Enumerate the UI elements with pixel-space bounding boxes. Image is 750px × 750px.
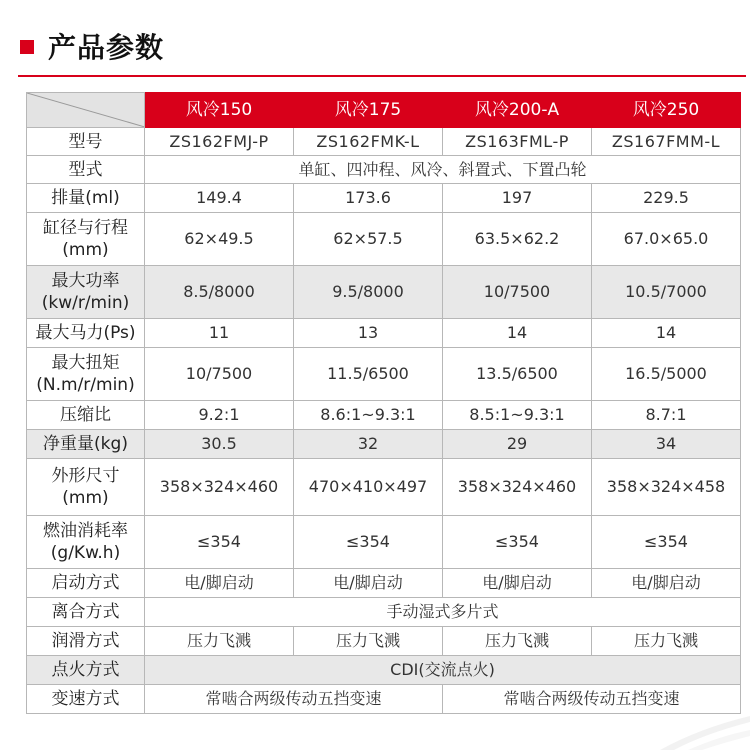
table-cell: 16.5/5000 (592, 348, 741, 401)
table-row (27, 685, 741, 714)
table-cell: ZS162FMJ-P (145, 128, 294, 156)
table-row (27, 128, 741, 156)
column-header: 风冷150 (145, 93, 294, 128)
row-label: 压缩比 (27, 401, 145, 430)
table-row (27, 598, 741, 627)
corner-swoosh-decoration (640, 710, 750, 750)
table-cell: 11 (145, 319, 294, 348)
row-label: 点火方式 (27, 656, 145, 685)
table-cell-merged: CDI(交流点火) (145, 656, 741, 685)
table-cell: ZS162FMK-L (294, 128, 443, 156)
row-label: 最大功率(kw/r/min) (27, 266, 145, 319)
table-cell: 电/脚启动 (443, 569, 592, 598)
table-cell: 压力飞溅 (592, 627, 741, 656)
table-cell: 13 (294, 319, 443, 348)
row-label: 净重量(kg) (27, 430, 145, 459)
title-marker (20, 40, 34, 54)
row-label: 最大扭矩(N.m/r/min) (27, 348, 145, 401)
row-label: 变速方式 (27, 685, 145, 714)
row-label: 外形尺寸(mm) (27, 459, 145, 516)
table-cell: 32 (294, 430, 443, 459)
table-cell: 67.0×65.0 (592, 213, 741, 266)
table-cell: 电/脚启动 (592, 569, 741, 598)
table-row (27, 516, 741, 569)
table-cell: 197 (443, 184, 592, 213)
table-cell-merged: 常啮合两级传动五挡变速 (145, 685, 443, 714)
table-cell: ≤354 (592, 516, 741, 569)
table-cell: 149.4 (145, 184, 294, 213)
table-cell: 电/脚启动 (294, 569, 443, 598)
row-label: 离合方式 (27, 598, 145, 627)
row-label: 缸径与行程(mm) (27, 213, 145, 266)
table-cell: 8.6:1~9.3:1 (294, 401, 443, 430)
table-cell: 9.2:1 (145, 401, 294, 430)
column-header: 风冷200-A (443, 93, 592, 128)
table-cell: 14 (592, 319, 741, 348)
table-header-row (27, 93, 741, 128)
table-cell: 压力飞溅 (443, 627, 592, 656)
row-label: 最大马力(Ps) (27, 319, 145, 348)
diagonal-divider (27, 93, 145, 127)
corner-cell (27, 93, 145, 128)
table-cell: 14 (443, 319, 592, 348)
table-cell: 62×49.5 (145, 213, 294, 266)
table-row (27, 430, 741, 459)
table-cell: 229.5 (592, 184, 741, 213)
table-cell: ZS163FML-P (443, 128, 592, 156)
table-row (27, 266, 741, 319)
table-cell: 30.5 (145, 430, 294, 459)
table-row (27, 656, 741, 685)
table-row (27, 184, 741, 213)
table-cell: 10/7500 (145, 348, 294, 401)
table-cell: 13.5/6500 (443, 348, 592, 401)
table-cell: 62×57.5 (294, 213, 443, 266)
table-cell: 173.6 (294, 184, 443, 213)
row-label: 型号 (27, 128, 145, 156)
table-row (27, 156, 741, 184)
table-cell: ≤354 (443, 516, 592, 569)
table-cell-merged: 单缸、四冲程、风冷、斜置式、下置凸轮 (145, 156, 741, 184)
table-cell: 63.5×62.2 (443, 213, 592, 266)
table-cell: 29 (443, 430, 592, 459)
table-cell: 10/7500 (443, 266, 592, 319)
column-header: 风冷175 (294, 93, 443, 128)
table-cell: ZS167FMM-L (592, 128, 741, 156)
row-label: 燃油消耗率(g/Kw.h) (27, 516, 145, 569)
table-row (27, 627, 741, 656)
table-row (27, 319, 741, 348)
table-cell: 压力飞溅 (294, 627, 443, 656)
table-cell: 358×324×460 (145, 459, 294, 516)
table-cell: 10.5/7000 (592, 266, 741, 319)
table-cell: 9.5/8000 (294, 266, 443, 319)
title-divider (18, 75, 746, 77)
section-header (0, 0, 750, 80)
column-header: 风冷250 (592, 93, 741, 128)
table-cell: 358×324×458 (592, 459, 741, 516)
table-cell: ≤354 (145, 516, 294, 569)
table-cell-merged: 常啮合两级传动五挡变速 (443, 685, 741, 714)
table-cell: 8.5/8000 (145, 266, 294, 319)
table-cell: 358×324×460 (443, 459, 592, 516)
table-row (27, 348, 741, 401)
table-cell: ≤354 (294, 516, 443, 569)
table-cell: 8.7:1 (592, 401, 741, 430)
table-row (27, 401, 741, 430)
page-title: 产品参数 (48, 31, 165, 64)
spec-table (26, 92, 741, 714)
table-cell: 34 (592, 430, 741, 459)
table-row (27, 213, 741, 266)
table-cell-merged: 手动湿式多片式 (145, 598, 741, 627)
table-cell: 电/脚启动 (145, 569, 294, 598)
table-cell: 11.5/6500 (294, 348, 443, 401)
table-row (27, 459, 741, 516)
row-label: 排量(ml) (27, 184, 145, 213)
table-cell: 470×410×497 (294, 459, 443, 516)
row-label: 启动方式 (27, 569, 145, 598)
table-row (27, 569, 741, 598)
row-label: 润滑方式 (27, 627, 145, 656)
row-label: 型式 (27, 156, 145, 184)
table-cell: 8.5:1~9.3:1 (443, 401, 592, 430)
table-cell: 压力飞溅 (145, 627, 294, 656)
